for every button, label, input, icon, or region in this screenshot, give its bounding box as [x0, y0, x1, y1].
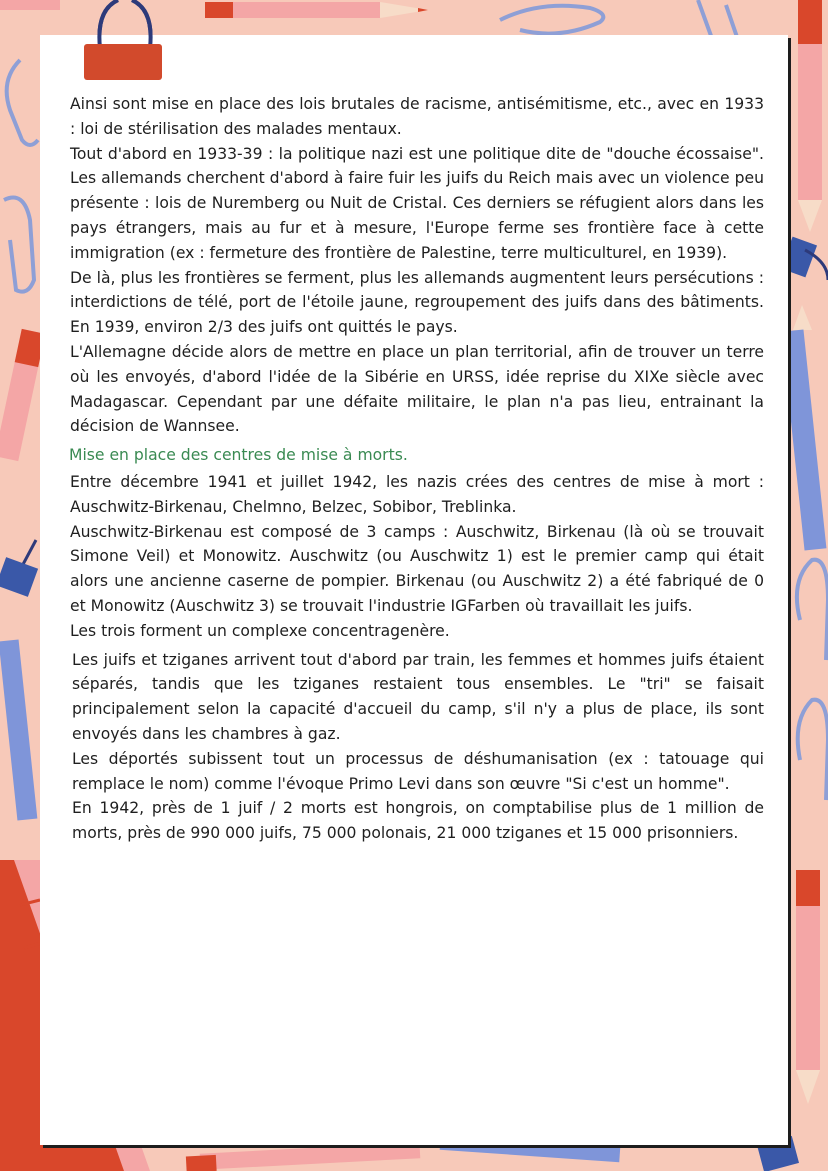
- paragraph: Ainsi sont mise en place des lois brutales de racisme, antisémitisme, etc., avec en 1933 : loi de stérilisation des malades mentaux.: [70, 95, 764, 138]
- paragraph: Les trois forment un complexe concentragenère.: [70, 621, 450, 640]
- paragraph: Les déportés subissent tout un processus de déshumanisation (ex : tatouage qui remplace le nom) comme l'évoque Primo Levi dans son œuvre "Si c'est un homme".: [72, 749, 764, 793]
- paperclip-icon: [798, 700, 828, 800]
- paragraph: De là, plus les frontières se ferment, plus les allemands augmentent leurs persécutions : interdictions de télé, port de l'étoile jaune, regroupement des juifs dans des bâtiments. En 1939, environ 2/3 des juifs ont quittés le pays.: [70, 268, 764, 337]
- binder-clip-icon: [84, 0, 164, 84]
- paperclip-icon: [4, 198, 34, 292]
- section-heading: Mise en place des centres de mise à morts.: [69, 446, 408, 465]
- pencil-icon: [0, 329, 45, 461]
- paragraph: En 1942, près de 1 juif / 2 morts est hongrois, on comptabilise plus de 1 million de morts, près de 990 000 juifs, 75 000 polonais, 21 000 tziganes et 15 000 prisonniers.: [72, 799, 764, 843]
- pencil-icon: [796, 870, 820, 1104]
- pencil-icon: [186, 1142, 420, 1171]
- paragraph: Les juifs et tziganes arrivent tout d'abord par train, les femmes et hommes juifs étaient séparés, tandis que les tziganes restaient tous ensembles. Le "tri" se faisait principalement selon la capacité d'accueil du camp, s'il n'y a plus de place, ils sont envoyés dans les chambres à gaz.: [72, 650, 764, 743]
- pencil-icon: [798, 0, 822, 232]
- pencil-icon: [0, 0, 60, 10]
- pencil-icon: [205, 2, 428, 18]
- paragraph: Entre décembre 1941 et juillet 1942, les nazis crées des centres de mise à mort : Auschwitz-Birkenau, Chelmno, Belzec, Sobibor, Treblinka.: [70, 472, 764, 516]
- binder-clip-icon: [781, 237, 828, 280]
- paperclip-icon: [7, 60, 38, 145]
- paragraph: L'Allemagne décide alors de mettre en place un plan territorial, afin de trouver un terre où les envoyés, d'abord l'idée de la Sibérie en URSS, idée reprise du XIXe siècle avec Madagascar. Cependant par une défaite militaire, le plan n'a pas lieu, entrainant la décision de Wannsee.: [70, 342, 764, 436]
- paperclip-icon: [500, 6, 603, 34]
- pencil-icon: [782, 305, 827, 551]
- binder-clip-icon: [0, 540, 38, 597]
- paperclip-icon: [797, 560, 828, 660]
- paragraph: Tout d'abord en 1933-39 : la politique nazi est une politique dite de "douche écossaise". Les allemands cherchent d'abord à faire fuir les juifs du Reich mais avec un violence peu présente : lois de Nuremberg ou Nuit de Cristal. Ces derniers se réfugient alors dans les pays étrangers, mais au fur et à mesure, l'Europe ferme ses frontière face à cette immigration (ex : fermeture des frontière de Palestine, terre multiculturel, en 1939).: [70, 144, 764, 262]
- paragraph: Auschwitz-Birkenau est composé de 3 camps : Auschwitz, Birkenau (là où se trouvait Simone Veil) et Monowitz. Auschwitz (ou Auschwitz 1) est le premier camp qui était alors une ancienne caserne de pompier. Birkenau (ou Auschwitz 2) a été fabriqué de 0 et Monowitz (Auschwitz 3) se trouvait l'industrie IGFarben où travaillait les juifs.: [70, 522, 764, 615]
- document-body: [70, 92, 764, 846]
- pencil-icon: [0, 639, 37, 820]
